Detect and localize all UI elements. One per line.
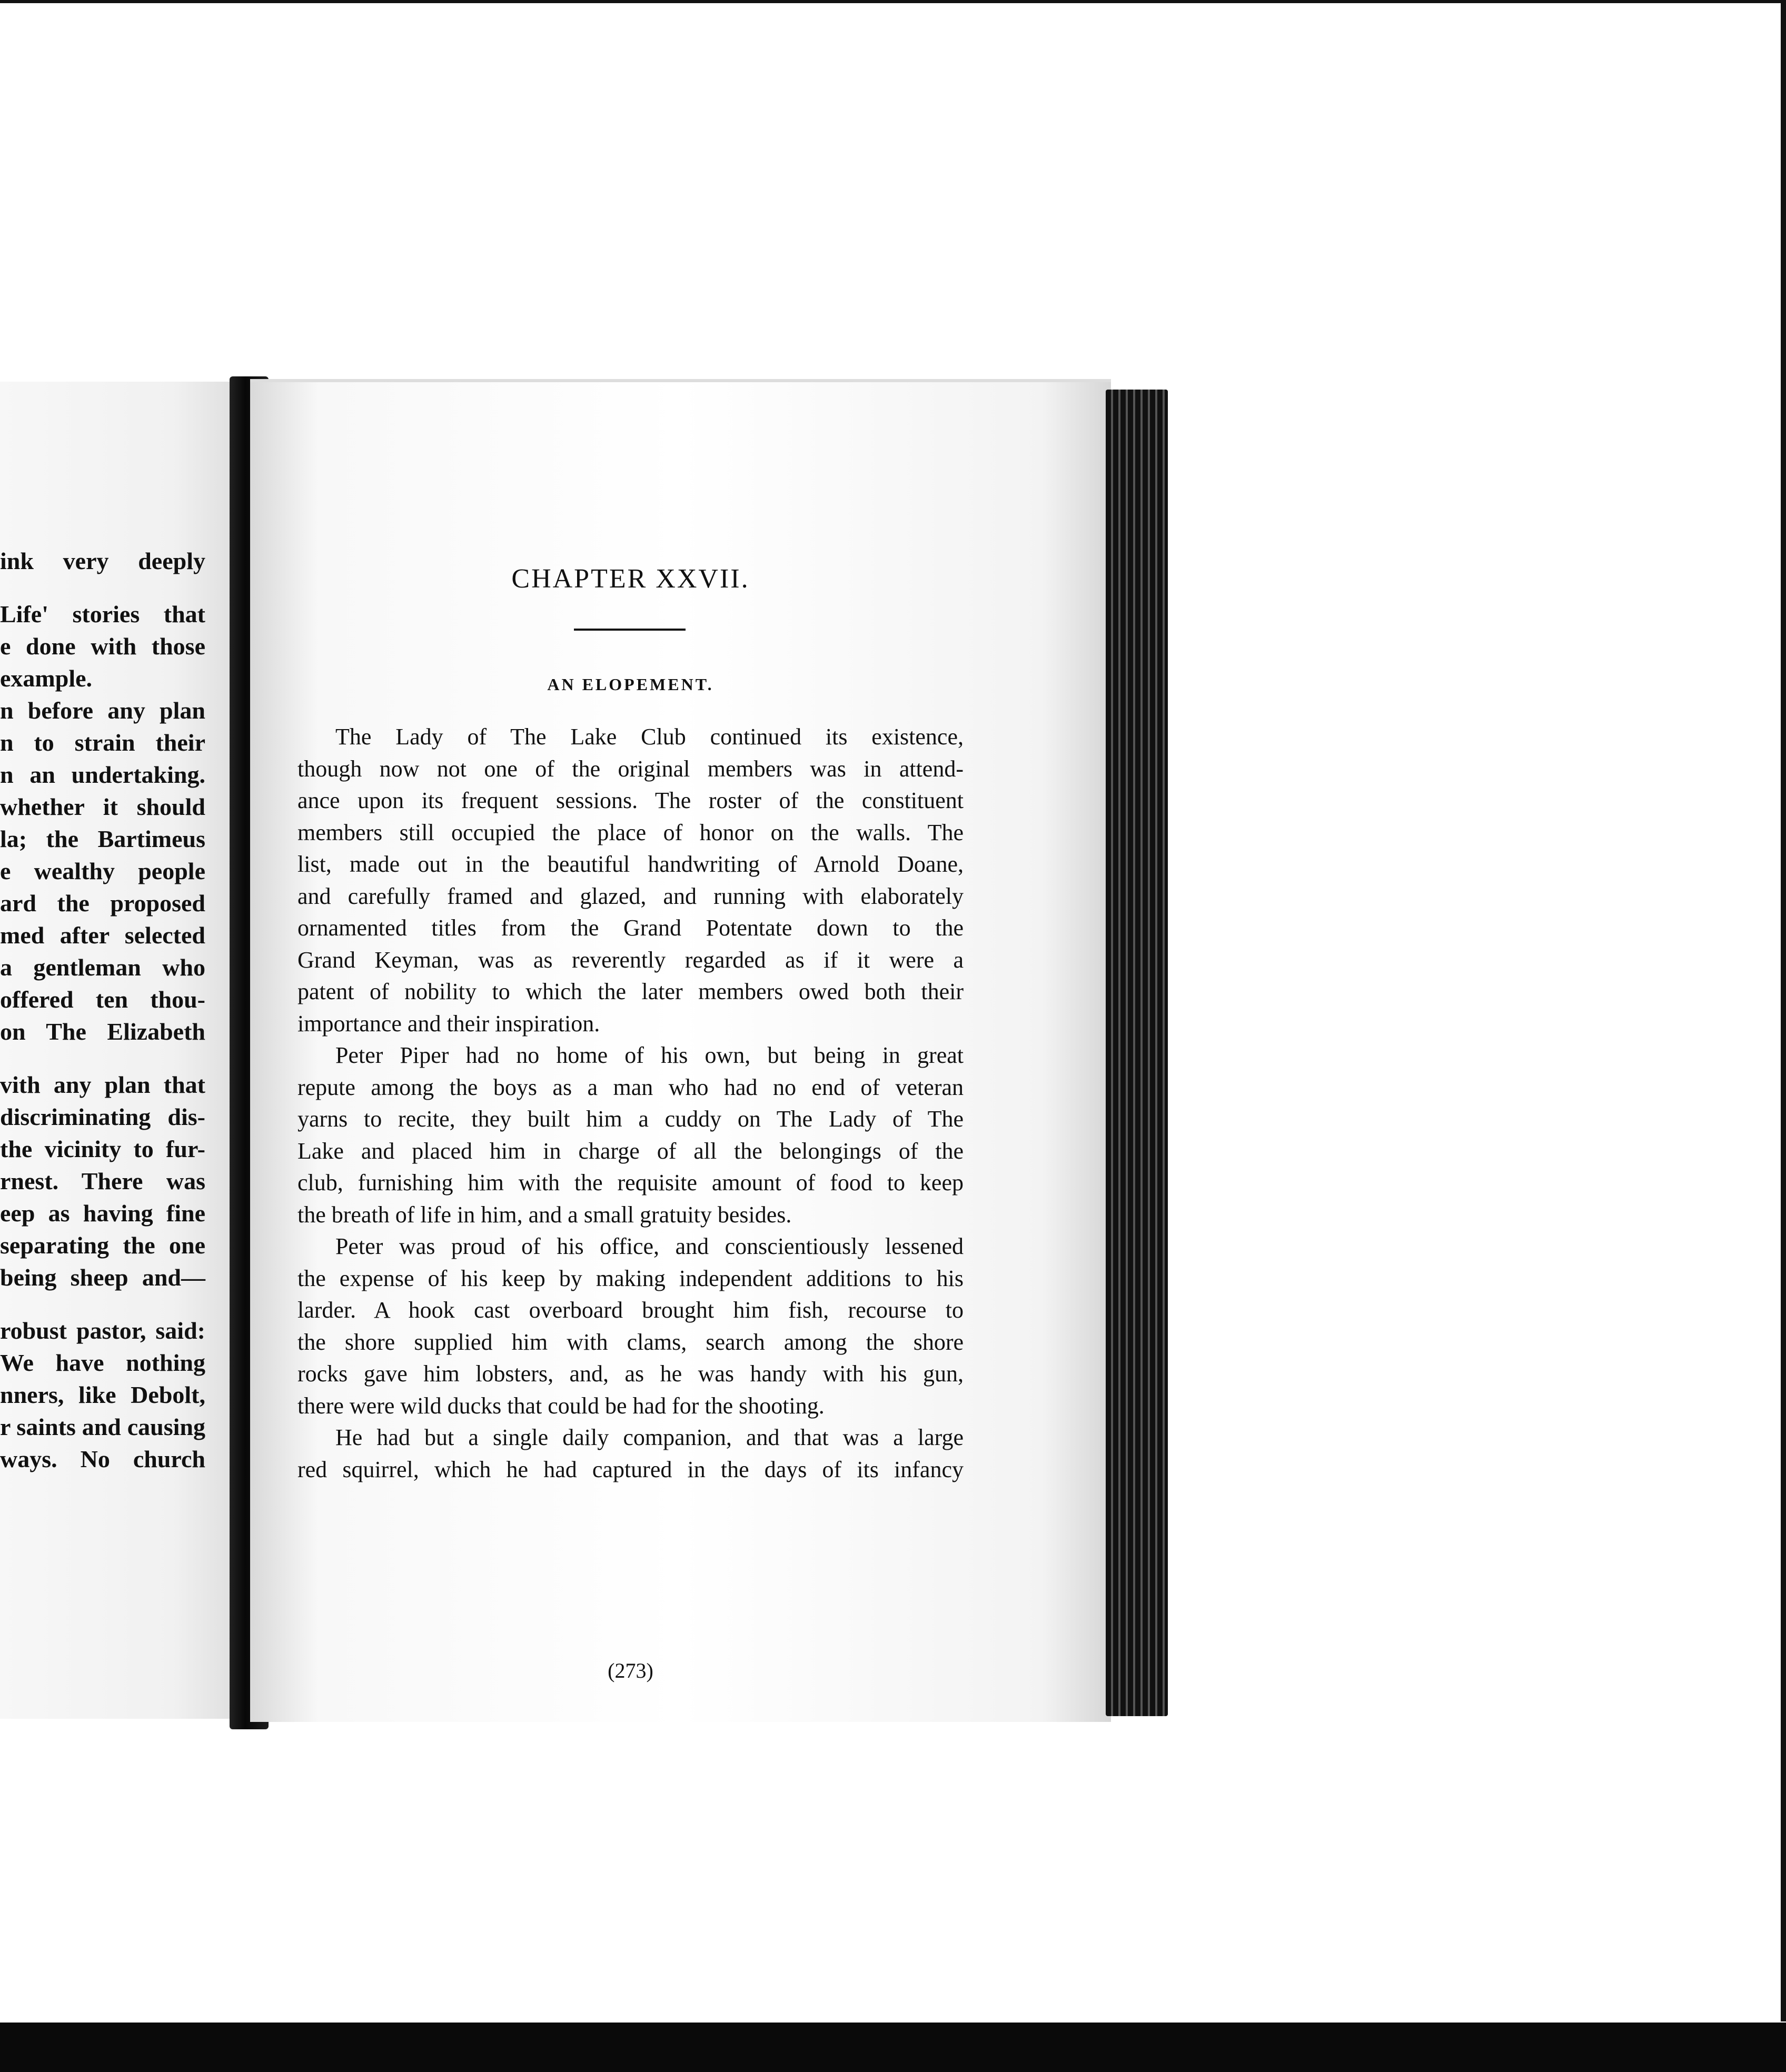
text-line: repute among the boys as a man who had no end of veteran: [297, 1074, 964, 1100]
text-line: members still occupied the place of honor on the walls. The: [297, 819, 964, 845]
left-page: [0, 382, 247, 1719]
text-line: Peter was proud of his office, and conscientiously lessened: [335, 1233, 964, 1259]
line-gap: [0, 1293, 211, 1314]
left-page-line: e done with those: [0, 633, 205, 660]
left-page-line: nners, like Debolt,: [0, 1381, 205, 1408]
left-page-line: ink very deeply: [0, 547, 205, 574]
text-line: red squirrel, which he had captured in the days of its infancy: [297, 1456, 964, 1482]
text-line: rocks gave him lobsters, and, as he was handy with his gun,: [297, 1361, 964, 1387]
left-page-line: eep as having fine: [0, 1200, 205, 1227]
text-line: list, made out in the beautiful handwriting of Arnold Doane,: [297, 851, 964, 877]
left-page-line: whether it should: [0, 793, 205, 820]
left-page-line: la; the Bartimeus: [0, 825, 205, 852]
text-line: the shore supplied him with clams, search among the shore: [297, 1329, 964, 1355]
chapter-body: [297, 721, 964, 1486]
page-number: (273): [608, 1659, 653, 1682]
text-line: the expense of his keep by making independent additions to his: [297, 1265, 964, 1291]
scan-border-top: [0, 0, 1786, 3]
left-page-line: robust pastor, said:: [0, 1317, 205, 1344]
paragraph: [297, 1231, 964, 1422]
left-page-line: n before any plan: [0, 697, 205, 724]
left-page-line: separating the one: [0, 1232, 205, 1259]
text-line: the breath of life in him, and a small gratuity besides.: [297, 1201, 792, 1228]
left-page-line: rnest. There was: [0, 1168, 205, 1194]
line-gap: [0, 577, 211, 598]
left-page-line: Life' stories that: [0, 601, 205, 627]
text-line: club, furnishing him with the requisite amount of food to keep: [297, 1170, 964, 1196]
left-page-line: the vicinity to fur-: [0, 1135, 205, 1162]
text-line: importance and their inspiration.: [297, 1010, 600, 1037]
text-line: there were wild ducks that could be had for the shooting.: [297, 1392, 825, 1419]
title-rule: [574, 629, 686, 631]
text-line: Peter Piper had no home of his own, but being in great: [335, 1042, 964, 1068]
left-page-line: offered ten thou-: [0, 986, 205, 1013]
text-line: He had but a single daily companion, and that was a large: [335, 1424, 964, 1450]
left-page-line: We have nothing: [0, 1349, 205, 1376]
text-line: yarns to recite, they built him a cuddy on The Lady of The: [297, 1106, 964, 1132]
left-page-text: [0, 545, 211, 1475]
scan-border-bottom: [0, 2023, 1786, 2072]
left-page-line: a gentleman who: [0, 954, 205, 981]
text-line: The Lady of The Lake Club continued its existence,: [335, 724, 964, 750]
scan-border-right: [1781, 0, 1786, 2021]
left-page-line: vith any plan that: [0, 1071, 205, 1098]
page-stack-edge: [1106, 390, 1168, 1716]
left-page-line: on The Elizabeth: [0, 1018, 205, 1045]
paragraph: [297, 721, 964, 1040]
open-book: [0, 368, 1174, 1727]
text-line: Lake and placed him in charge of all the belongings of the: [297, 1138, 964, 1164]
text-line: patent of nobility to which the later members owed both their: [297, 979, 964, 1004]
text-line: though now not one of the original members was in attend-: [297, 755, 964, 782]
text-line: and carefully framed and glazed, and running with elaborately: [297, 883, 964, 909]
left-page-line: discriminating dis-: [0, 1103, 205, 1130]
text-line: ance upon its frequent sessions. The roster of the constituent: [297, 788, 964, 813]
paragraph: [297, 1422, 964, 1486]
text-line: larder. A hook cast overboard brought him fish, recourse to: [297, 1297, 964, 1323]
left-page-line: med after selected: [0, 922, 205, 949]
left-page-line: example.: [0, 665, 93, 692]
left-page-line: being sheep and—: [0, 1264, 205, 1291]
text-line: ornamented titles from the Grand Potentate down to the: [297, 915, 964, 941]
line-gap: [0, 1048, 211, 1069]
left-page-line: n to strain their: [0, 729, 205, 756]
left-page-line: e wealthy people: [0, 858, 205, 884]
paragraph: [297, 1040, 964, 1231]
chapter-title: CHAPTER XXVII.: [511, 564, 750, 594]
left-page-line: ways. No church: [0, 1446, 205, 1472]
left-page-line: r saints and causing: [0, 1413, 205, 1440]
chapter-subtitle: AN ELOPEMENT.: [547, 675, 714, 694]
left-page-line: ard the proposed: [0, 890, 205, 917]
text-line: Grand Keyman, was as reverently regarded as if it were a: [297, 947, 964, 973]
left-page-line: n an undertaking.: [0, 761, 205, 788]
